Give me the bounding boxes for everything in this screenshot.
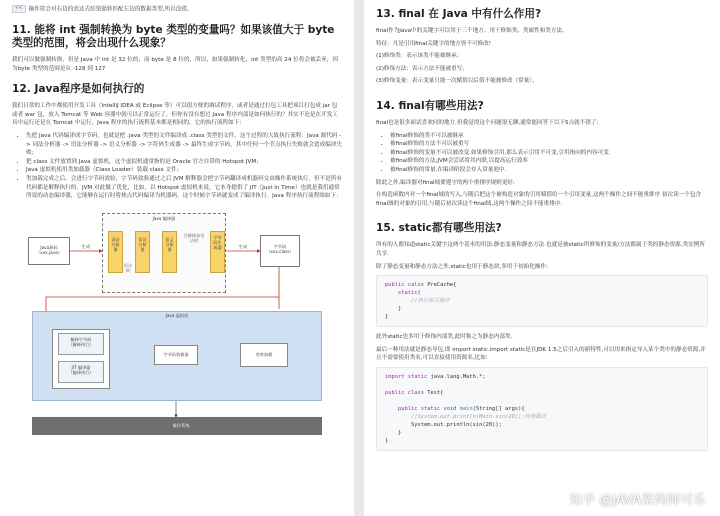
code-keyword: public calss [385, 282, 424, 289]
paragraph-q13d: (2)修饰方法：表示方法不能被重写; [376, 65, 465, 72]
bytecode-label: 字节码 （xxx.class） [266, 243, 294, 254]
paragraph-q14: final也是很多面试喜欢问的地方,但我觉得这个问题很无聊,通常能回答下以下5点就不错了: [376, 119, 599, 126]
paragraph-q11: 我们可以做强制转换，但是 Java 中 int 是 32 位的，而 byte 是 8 位的，所以，如果强制转化，int 类型的高 24 位将会被丢弃，因为byte 类型的范围是从 -128 到 127 [12, 57, 338, 72]
code-text: System.out.println(sin(20)); [385, 421, 502, 428]
code-comment: //执行相关操作 [385, 298, 450, 305]
code-text: } [385, 437, 389, 444]
class-loader-label: 字节码装载器 [163, 351, 189, 357]
heading-q15: 15. static都有哪些用法? [376, 222, 502, 235]
zhihu-watermark [550, 489, 706, 508]
zhihu-logo-icon [550, 490, 566, 506]
code-text: } [385, 314, 389, 321]
stage-bytecode-gen-label: 字节码生成器 [213, 234, 222, 250]
code-function: main [456, 405, 473, 412]
class-library-label: 类库加载 [255, 351, 273, 357]
code-keyword: public class [385, 389, 424, 396]
paragraph-q13a: final作为Java中的关键字可以用于三个地方。用于修饰类、类属性和类方法。 [376, 28, 568, 34]
code-tag: << [12, 5, 26, 13]
java-execution-diagram [26, 207, 326, 439]
mid-label-annotated-tree: 注解抽象语法树 [183, 232, 205, 243]
top-note [12, 5, 342, 14]
interpreter-label: 解释字节码 （解释执行） [68, 336, 94, 347]
list-item: • 被final修饰的类不可以被继承 [390, 132, 708, 141]
jit-compiler-label: JIT 编译器 （编译执行） [68, 364, 94, 375]
jvm-title: Java 虚拟机 [165, 312, 189, 318]
code-text: PreCache{ [423, 282, 457, 289]
top-note-text: 操作符会对右边的表达式结果强转匹配左边的数据类型,所以没错。 [28, 6, 193, 13]
execution-steps-list [12, 132, 342, 201]
paragraph-q13e: (3)修饰变量：表示变量只能一次赋值以后值不能被修改（常量）。 [376, 78, 538, 85]
list-item: • 被final修饰的常量,在编译阶段会存入常量池中. [390, 166, 708, 175]
paragraph-q15b: 除了静态变量和静态方法之外,static也用于静态块,多用于初始化操作: [376, 263, 548, 270]
os-label: 操作系统 [172, 422, 190, 428]
code-text: } [385, 306, 402, 313]
paragraph-q15d: 最后一种用法就是静态导包,即 import static.import static是在JDK 1.5之后引入的新特性,可以用来指定导入某个类中的静态资源,并且不需要使用类名,可以直接使用资源名,比如: [376, 346, 706, 362]
compiler-title: Java 编译器 [152, 215, 176, 221]
code-keyword: public static void [385, 405, 457, 412]
code-block-static-block[interactable] [376, 275, 708, 327]
heading-q12: 12. Java程序是如何执行的 [12, 83, 145, 96]
list-item: • 类加载完成之后，会进行字节码效验，字节码效验通过之后 JVM 解释器会把字节码翻译成机器码交由操作系统执行。但不是所有代码都是解释执行的，JVM 对此做了优化，比如，以 Hotspot 虚拟机来说，它本身提供了 JIT（Just In Time）也就是我们通常所说的动态编译器，它能够在运行时将热点代码编译为机器码，这个时候字节码就变成了编译执行。Java 程序执行流程图如下： [26, 175, 342, 201]
code-text: (String[] args){ [472, 405, 525, 412]
arrow-label-generate-2: 生成 [238, 243, 248, 249]
stage-lexer-label: 词法分析器 [111, 236, 120, 252]
right-page[interactable] [364, 0, 720, 516]
paragraph-q13c: (1)修饰类：表示该类不能被继承； [376, 53, 463, 60]
list-item: • 把 class 文件放置到 Java 虚拟机，这个虚拟机通常指的是 Oracle 官方自带的 Hotspot JVM； [26, 158, 342, 167]
final-usage-list [376, 132, 708, 175]
list-item: • Java 虚拟机使用类加载器（Class Loader）装载 class 文件； [26, 166, 342, 175]
code-text: java.lang.Math.*; [427, 373, 486, 380]
mid-label-syntax-tree: 语法树 [123, 262, 133, 273]
code-block-static-import[interactable] [376, 367, 708, 451]
code-keyword: import static [385, 373, 428, 380]
paragraph-q13b: 特征：凡是引用final关键字的地方皆不可修改! [376, 40, 491, 47]
paragraph-q15a: 所有的人都知道static关键字这两个基本的用法:静态变量和静态方法.也就是被static所修饰的变量/方法都属于类的静态资源,类实例所共享. [376, 242, 705, 257]
java-source-label: Java源码 （xxx.java） [36, 244, 62, 255]
list-item: • 被final修饰的变量不可以被改变.如果修饰引用,那么表示引用不可变,引用指向的内容可变. [390, 149, 708, 158]
paragraph-q12: 我们日常的工作中都使用开发工具（IntelliJ IDEA 或 Eclipse 等）可以很方便的调试程序，或者是通过打包工具把项目打包成 jar 包或者 war 包，放入 Tomcat 等 Web 容器中就可以正常运行了，但你有没有想过 Java 程序内部是如何执行的？其实不论是在开发工具中运行还是在 Tomcat 中运行，Java 程序的执行流程基本都是相同的，它的执行流程如下： [12, 103, 338, 127]
left-page[interactable] [0, 0, 354, 516]
code-text: Test{ [423, 389, 444, 396]
paragraph-q15c: 此外static也多用于修饰内部类,此时称之为静态内部类. [376, 334, 513, 341]
list-item: • 先把 Java 代码编译成字节码，也就是把 .java 类型的文件编译成 .class 类型的文件。这个过程的大致执行流程：Java 源代码 -> 词法分析器 -> 语法分析器 -> 语义分析器 -> 字符码生成器 -> 最终生成字节码，其中任何一个节点执行失败就会造成编译失败； [26, 132, 342, 158]
heading-q11: 11. 能将 int 强制转换为 byte 类型的变量吗？如果该值大于 byte 类型的范围，将会出现什么现象？ [12, 24, 335, 50]
code-text: } [385, 429, 402, 436]
stage-parser-label: 语法分析器 [138, 236, 147, 252]
code-keyword: static{ [385, 290, 421, 297]
watermark-text: 知乎 @JAVA架构师可乐 [569, 493, 706, 508]
heading-q13: 13. final 在 Java 中有什么作用? [376, 8, 542, 20]
list-item: • 被final修饰的方法不可以被重写 [390, 140, 708, 149]
stage-semantic-label: 语义分析器 [165, 236, 174, 252]
paragraph-q14c: 在构造函数内对一个final域的写入,与随后把这个被构造对象的引用赋值给一个引用变量,这两个操作之间不能重排序 初次读一个包含final域的对象的引用,与随后初次读这个final域,这两个操作之间不能重排序. [376, 192, 702, 207]
code-comment: //System.out.println(Math.sin(20));传统做法 [385, 413, 547, 420]
list-item: • 被final修饰的方法,JVM会尝试将其内联,以提高运行效率 [390, 157, 708, 166]
arrow-label-generate: 生成 [81, 243, 91, 249]
paragraph-q14b: 除此之外,编译器对final域要遵守的两个重排序规则更好: [376, 179, 515, 186]
heading-q14: 14. final有哪些用法? [376, 99, 484, 112]
